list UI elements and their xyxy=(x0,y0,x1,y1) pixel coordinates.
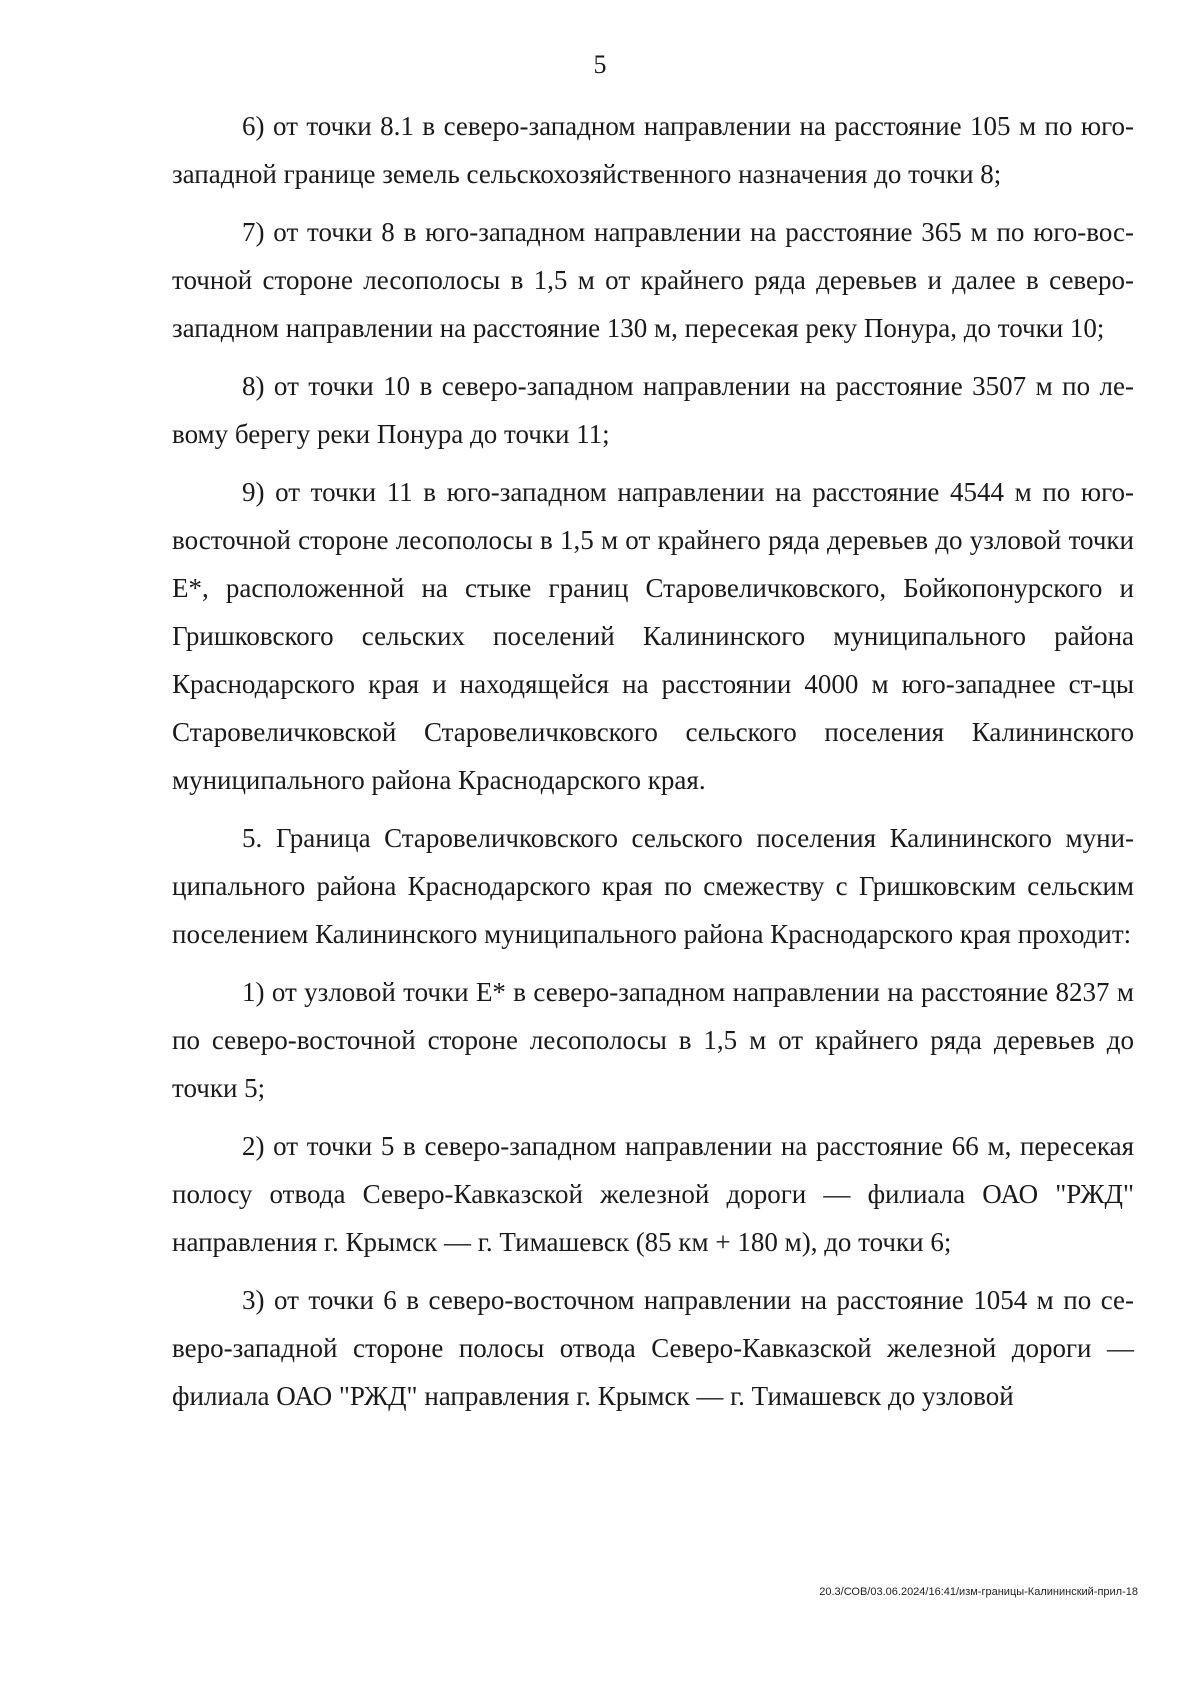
page-number: 5 xyxy=(593,50,607,79)
document-body xyxy=(172,102,1134,1420)
paragraph-item-8: 8) от точки 10 в северо-западном направлении на расстояние 3507 м по левому берегу реки Понура до точки 11; xyxy=(172,371,1134,449)
paragraph-item-2: 2) от точки 5 в северо-западном направлении на расстояние 66 м, пересекая полосу отвода Северо-Кавказской железной дороги — филиала ОАО "РЖД" направления г. Крымск — г. Тимашевск (85 км + 180 м), до точки 6; xyxy=(172,1131,1134,1257)
paragraph-item-6: 6) от точки 8.1 в северо-западном направлении на расстояние 105 м по юго-западной границе земель сельскохозяйственного назначения до точки 8; xyxy=(172,111,1134,189)
footer-document-code: 20.3/СОВ/03.06.2024/16:41/изм-границы-Калининский-прил-18 xyxy=(819,1586,1138,1598)
paragraph-item-7: 7) от точки 8 в юго-западном направлении на расстояние 365 м по юго-восточной стороне лесополосы в 1,5 м от крайнего ряда деревьев и далее в северо-западном направлении на расстояние 130 м, пересекая реку Понура, до точки 10; xyxy=(172,217,1134,343)
section-5-paragraph: 5. Граница Старовеличковского сельского поселения Калининского муниципального района Краснодарского края по смежеству с Гришковским сельским поселением Калининского муниципального района Краснодарского края проходит: xyxy=(172,823,1134,949)
paragraph-item-1: 1) от узловой точки Е* в северо-западном направлении на расстояние 8237 м по северо-восточной стороне лесополосы в 1,5 м от крайнего ряда деревьев до точки 5; xyxy=(172,977,1134,1103)
paragraph-item-9: 9) от точки 11 в юго-западном направлении на расстояние 4544 м по юго-восточной стороне лесополосы в 1,5 м от крайнего ряда деревьев до узловой точки Е*, расположенной на стыке границ Старовеличковского, Бойкопонурского и Гришковского сельских поселений Калининского муниципального района Краснодарского края и находящейся на расстоянии 4000 м юго-западнее ст-цы Старовеличковской Старовеличковского сельского поселения Калининского муниципального района Краснодарского края. xyxy=(172,477,1134,795)
paragraph-item-3: 3) от точки 6 в северо-восточном направлении на расстояние 1054 м по северо-западной стороне полосы отвода Северо-Кавказской железной дороги — филиала ОАО "РЖД" направления г. Крымск — г. Тимашевск до узловой xyxy=(172,1285,1134,1411)
